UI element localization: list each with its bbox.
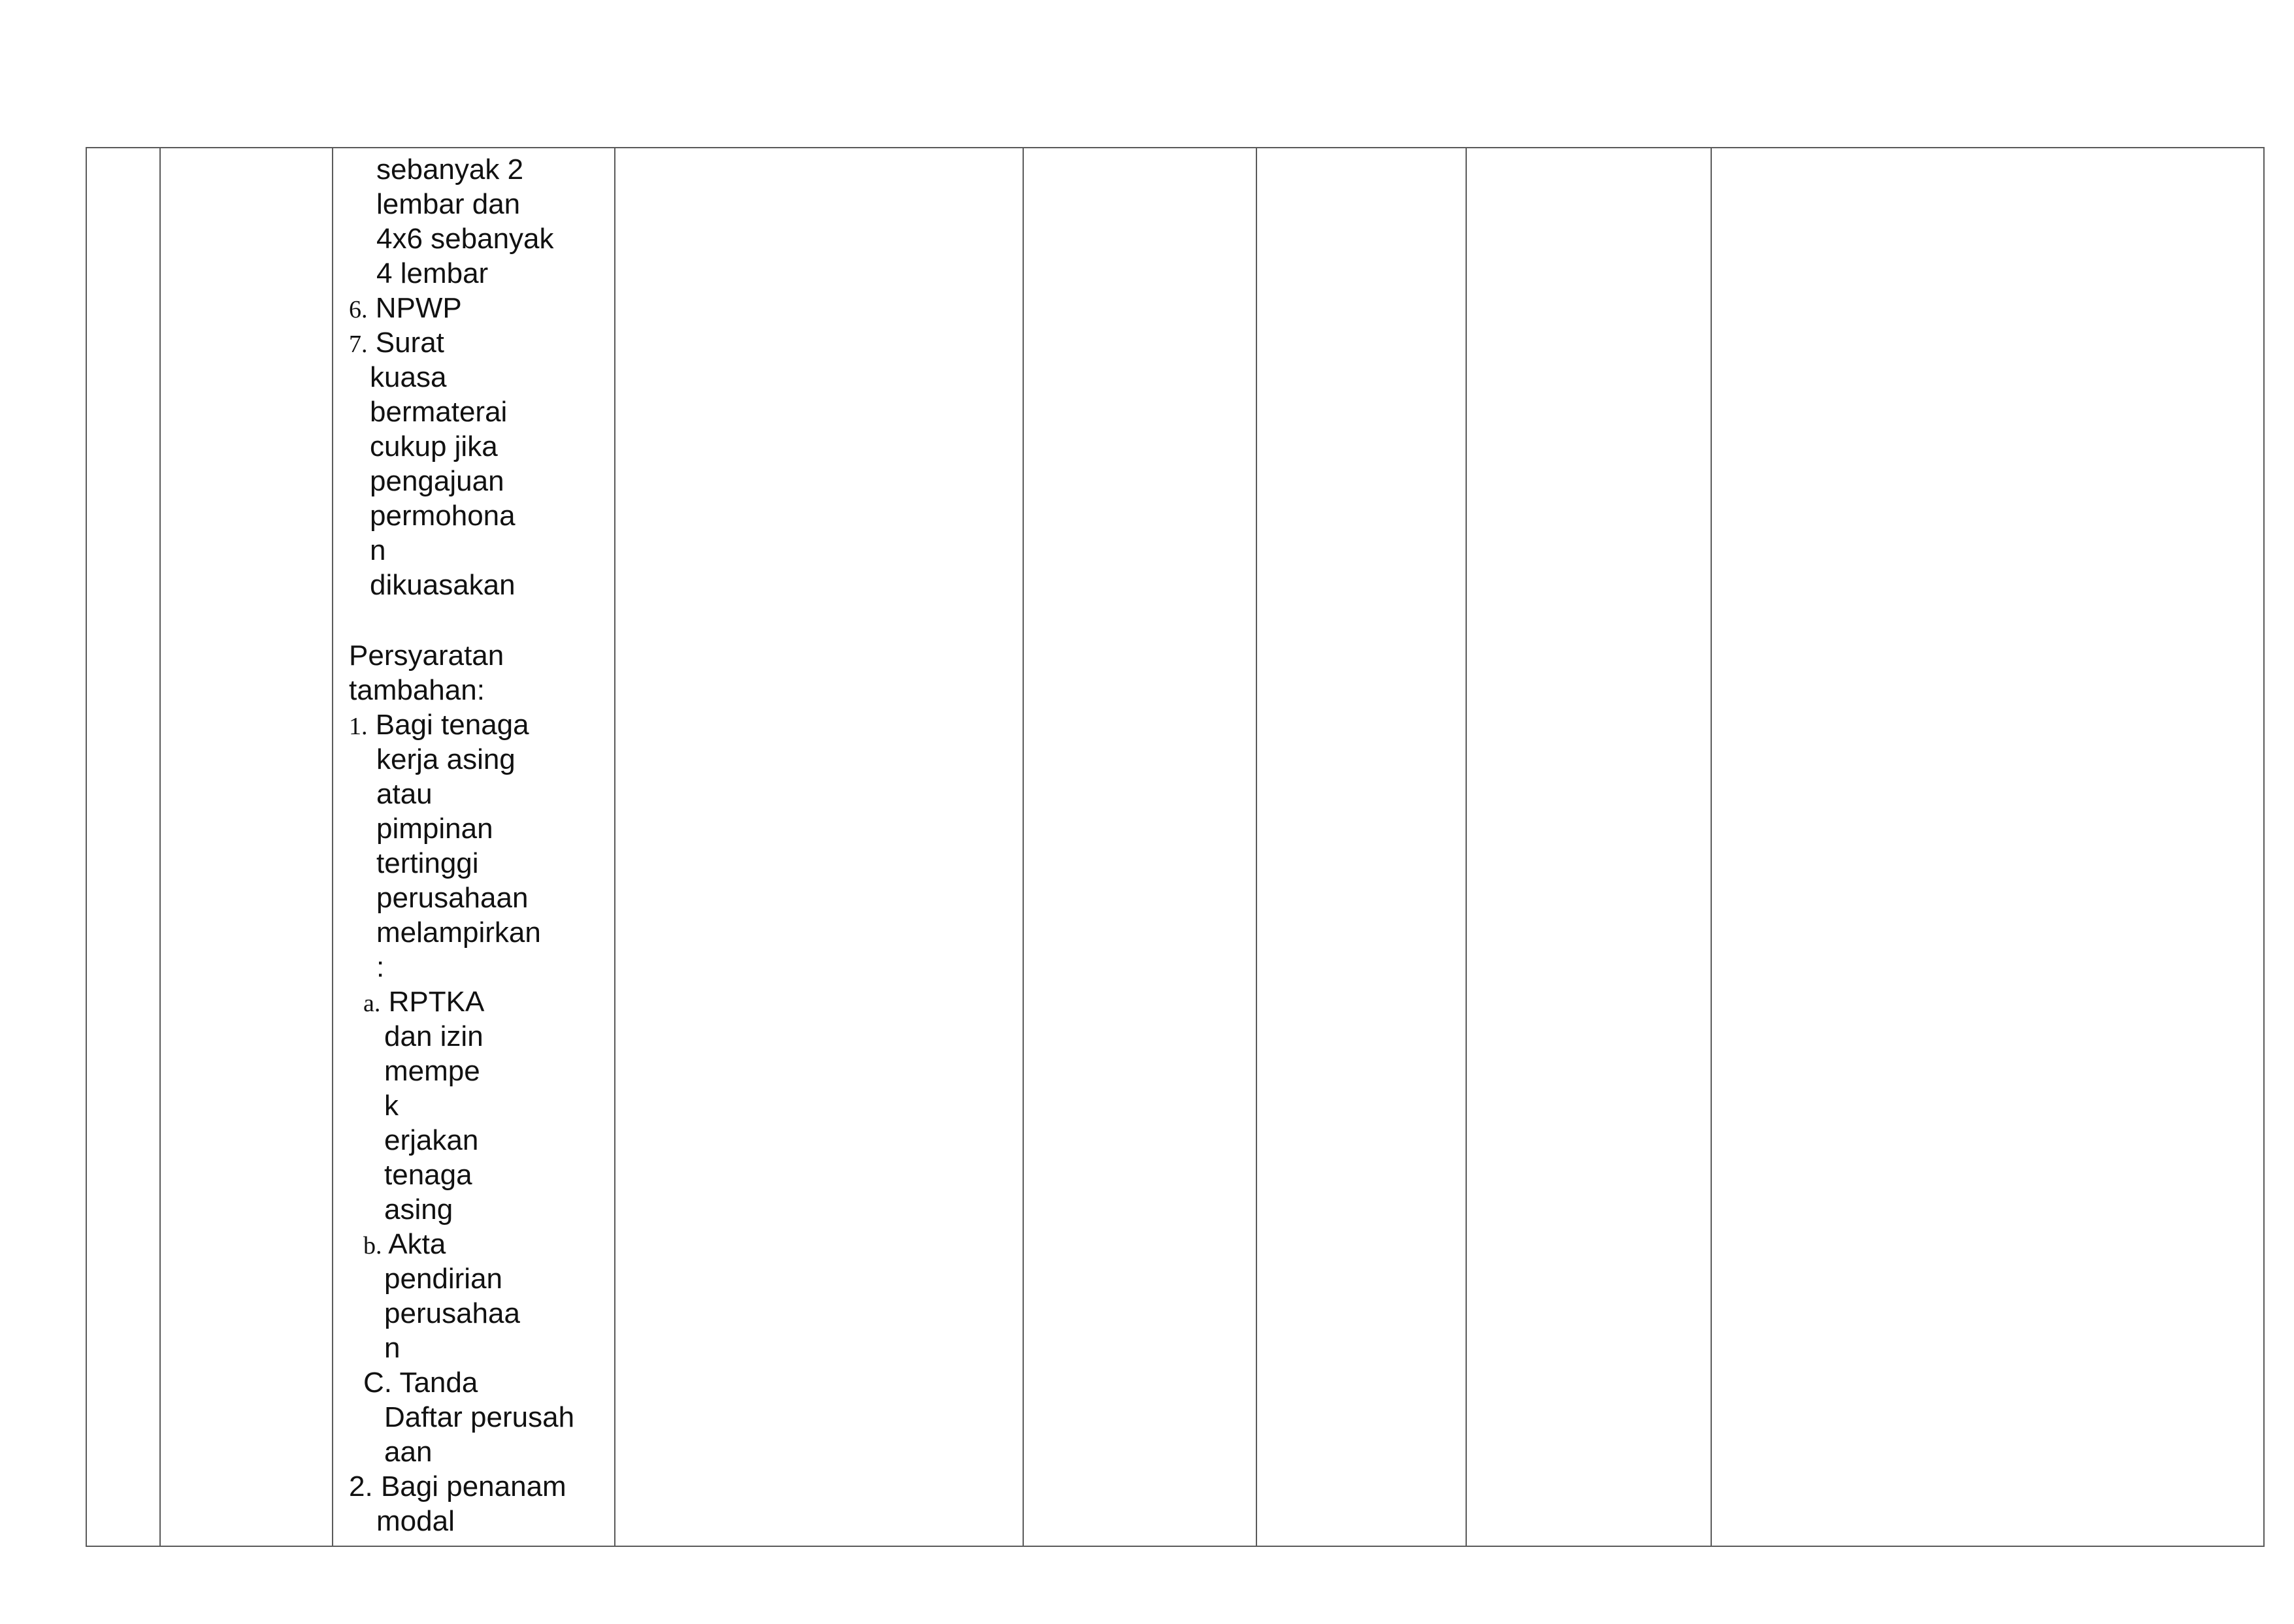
list-marker: 2. xyxy=(349,1470,373,1502)
list-item-line: bermaterai xyxy=(370,396,508,428)
list-item-line: sebanyak 2 xyxy=(376,154,524,186)
list-item-text: Bagi tenaga xyxy=(375,709,529,741)
list-item-line: dan izin xyxy=(384,1020,483,1052)
table-row xyxy=(86,148,2264,1546)
list-item-line: tertinggi xyxy=(376,847,479,879)
table-cell-requirements xyxy=(333,148,615,1546)
list-item-line: perusahaa xyxy=(384,1297,520,1329)
list-item-line: dikuasakan xyxy=(370,569,516,601)
table-cell-time xyxy=(1023,148,1256,1546)
list-item-line: k xyxy=(384,1090,399,1122)
list-item-line: atau xyxy=(376,778,433,810)
section-heading: tambahan: xyxy=(349,674,485,706)
list-item-line: 4x6 sebanyak xyxy=(376,223,554,255)
list-item-line: pengajuan xyxy=(370,465,504,497)
list-item-line: erjakan xyxy=(384,1124,479,1156)
list-item-line: n xyxy=(384,1332,401,1364)
table-cell-product xyxy=(1466,148,1711,1546)
list-item-line: cukup jika xyxy=(370,430,498,463)
list-item-line: pimpinan xyxy=(376,813,493,845)
list-item-line: n xyxy=(370,534,386,566)
list-item-line: lembar dan xyxy=(376,188,521,220)
list-marker: b. xyxy=(363,1232,382,1259)
list-item-line: : xyxy=(376,951,385,983)
list-item-line: modal xyxy=(376,1505,455,1537)
table-cell-service xyxy=(160,148,333,1546)
sub-item-akta xyxy=(363,1227,446,1263)
list-item-text: Bagi penanam xyxy=(380,1470,566,1502)
table-cell-cost xyxy=(1256,148,1466,1546)
list-item-line: aan xyxy=(384,1436,433,1468)
list-marker: C. xyxy=(363,1367,392,1399)
list-marker: a. xyxy=(363,990,381,1017)
table-cell-number xyxy=(86,148,160,1546)
list-item-line: 4 lembar xyxy=(376,257,489,289)
list-item-penanam-modal xyxy=(349,1469,566,1504)
list-item-line: permohona xyxy=(370,500,516,532)
list-item-line: melampirkan xyxy=(376,917,541,949)
section-heading: Persyaratan xyxy=(349,640,504,672)
table-cell-notes xyxy=(1711,148,2264,1546)
list-item-line: kerja asing xyxy=(376,743,516,775)
table-cell-procedure xyxy=(615,148,1023,1546)
requirements-list xyxy=(333,148,614,1546)
list-item-line: kuasa xyxy=(370,361,447,393)
list-marker: 6. xyxy=(349,296,368,323)
list-item-text: Surat xyxy=(375,327,444,359)
list-item-line: mempe xyxy=(384,1055,480,1087)
list-item-line: perusahaan xyxy=(376,882,529,914)
list-item-line: tenaga xyxy=(384,1159,472,1191)
list-item-text: RPTKA xyxy=(388,986,485,1018)
list-marker: 1. xyxy=(349,713,368,740)
list-item-npwp xyxy=(349,291,462,327)
list-item-line: asing xyxy=(384,1194,453,1226)
requirements-table xyxy=(86,147,2265,1547)
list-item-tenaga-asing xyxy=(349,707,529,744)
list-marker: 7. xyxy=(349,331,368,358)
list-item-text: Tanda xyxy=(399,1367,478,1399)
list-item-line: pendirian xyxy=(384,1263,503,1295)
sub-item-rptka xyxy=(363,984,484,1021)
list-item-surat-kuasa xyxy=(349,325,444,362)
list-item-text: NPWP xyxy=(375,292,462,324)
list-item-line: Daftar perusah xyxy=(384,1401,575,1433)
sub-item-tdp xyxy=(363,1365,478,1400)
list-item-text: Akta xyxy=(388,1228,446,1260)
